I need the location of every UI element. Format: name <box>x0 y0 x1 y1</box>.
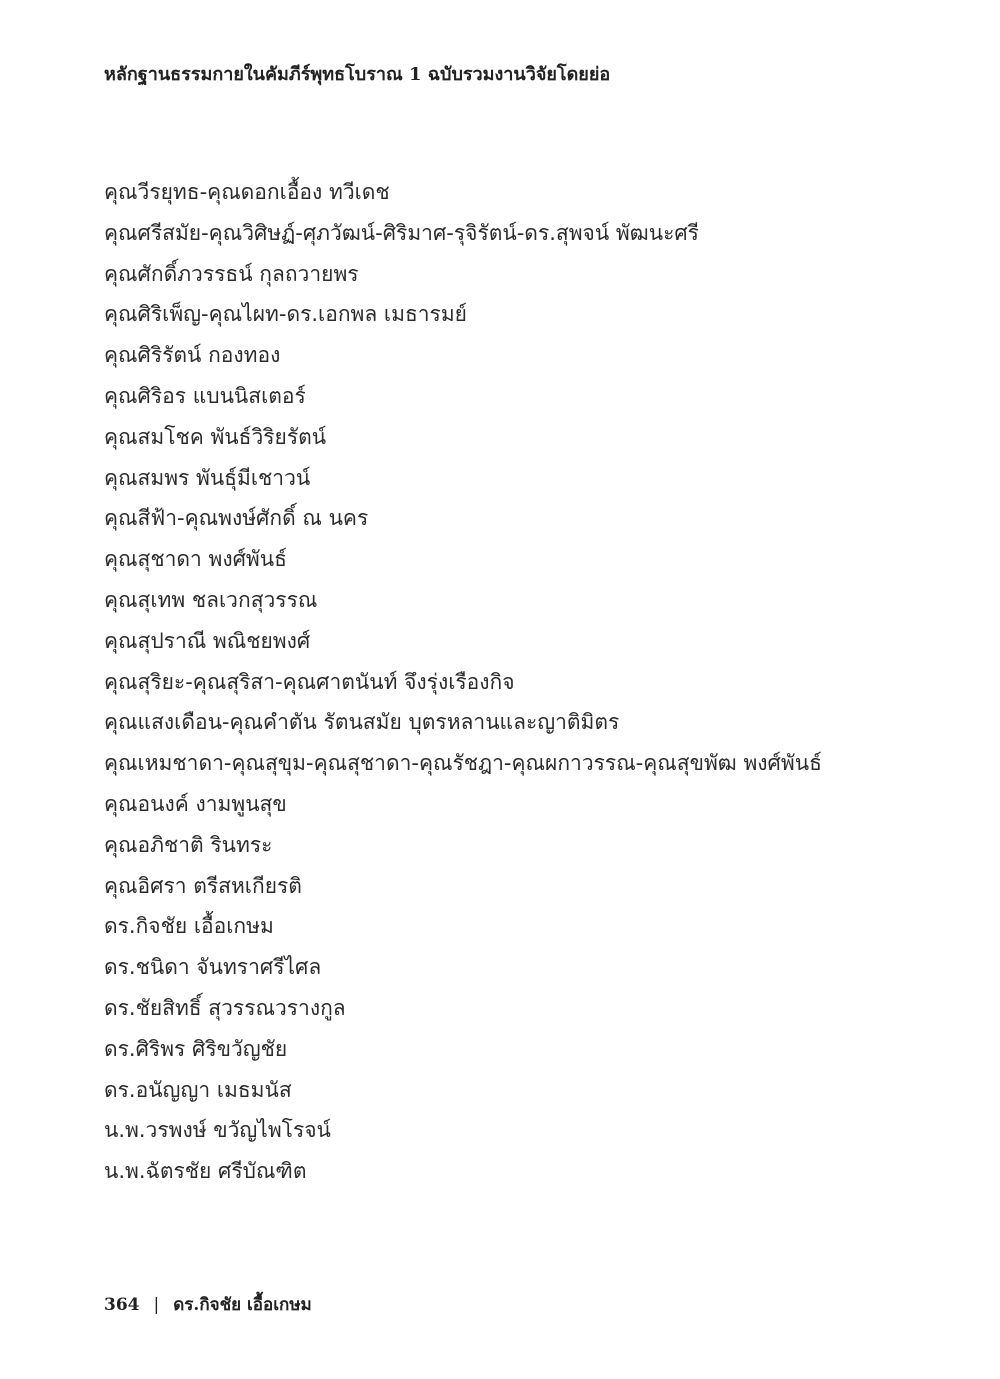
list-item: ดร.ชนิดา จันทราศรีไศล <box>104 955 322 980</box>
list-item: คุณสมพร พันธุ์มีเชาวน์ <box>104 465 311 490</box>
list-item: คุณแสงเดือน-คุณคำตัน รัตนสมัย บุตรหลานและญาติมิตร <box>104 710 620 735</box>
list-item: คุณสุปราณี พณิชยพงศ์ <box>104 628 311 653</box>
list-item: คุณศรีสมัย-คุณวิศิษฏ์-ศุภวัฒน์-ศิริมาศ-รุจิรัตน์-ดร.สุพจน์ พัฒนะศรี <box>104 220 699 245</box>
page-footer <box>104 1292 312 1318</box>
list-item: คุณเหมชาดา-คุณสุขุม-คุณสุชาดา-คุณรัชฎา-คุณผกาวรรณ-คุณสุขพัฒ พงศ์พันธ์ <box>104 751 822 776</box>
list-item: คุณสุริยะ-คุณสุริสา-คุณศาตนันท์ จึงรุ่งเรืองกิจ <box>104 669 515 694</box>
list-item: น.พ.ฉัตรชัย ศรีบัณฑิต <box>104 1159 307 1184</box>
list-item: คุณสมโชค พันธ์วิริยรัตน์ <box>104 424 327 449</box>
list-item: ดร.ชัยสิทธิ์ สุวรรณวรางกูล <box>104 995 346 1020</box>
list-item: คุณศิริรัตน์ กองทอง <box>104 343 281 368</box>
running-header: หลักฐานธรรมกายในคัมภีร์พุทธโบราณ 1 ฉบับรวมงานวิจัยโดยย่อ <box>104 64 611 85</box>
list-item: คุณศิริอร แบนนิสเตอร์ <box>104 383 306 408</box>
footer-separator: | <box>153 1295 160 1315</box>
list-item: คุณสีฟ้า-คุณพงษ์ศักดิ์ ณ นคร <box>104 506 369 531</box>
list-item: ดร.กิจชัย เอื้อเกษม <box>104 914 274 939</box>
list-item: คุณสุเทพ ชลเวกสุวรรณ <box>104 587 318 612</box>
list-item: ดร.อนัญญา เมธมนัส <box>104 1077 292 1102</box>
page-number: 364 <box>104 1295 140 1315</box>
list-item: คุณศักดิ์ภวรรธน์ กุลถวายพร <box>104 261 359 286</box>
footer-author: ดร.กิจชัย เอื้อเกษม <box>173 1295 312 1315</box>
list-item: คุณอนงค์ งามพูนสุข <box>104 791 287 816</box>
list-item: คุณอิศรา ตรีสหเกียรติ <box>104 873 302 898</box>
list-item: คุณอภิชาติ รินทระ <box>104 832 273 857</box>
list-item: ดร.ศิริพร ศิริขวัญชัย <box>104 1036 288 1061</box>
list-item: คุณวีรยุทธ-คุณดอกเอื้อง ทวีเดช <box>104 180 390 204</box>
acknowledgment-name-list <box>104 172 964 1192</box>
list-item: คุณศิริเพ็ญ-คุณไผท-ดร.เอกพล เมธารมย์ <box>104 302 467 327</box>
list-item: คุณสุชาดา พงศ์พันธ์ <box>104 547 287 572</box>
list-item: น.พ.วรพงษ์ ขวัญไพโรจน์ <box>104 1118 331 1143</box>
